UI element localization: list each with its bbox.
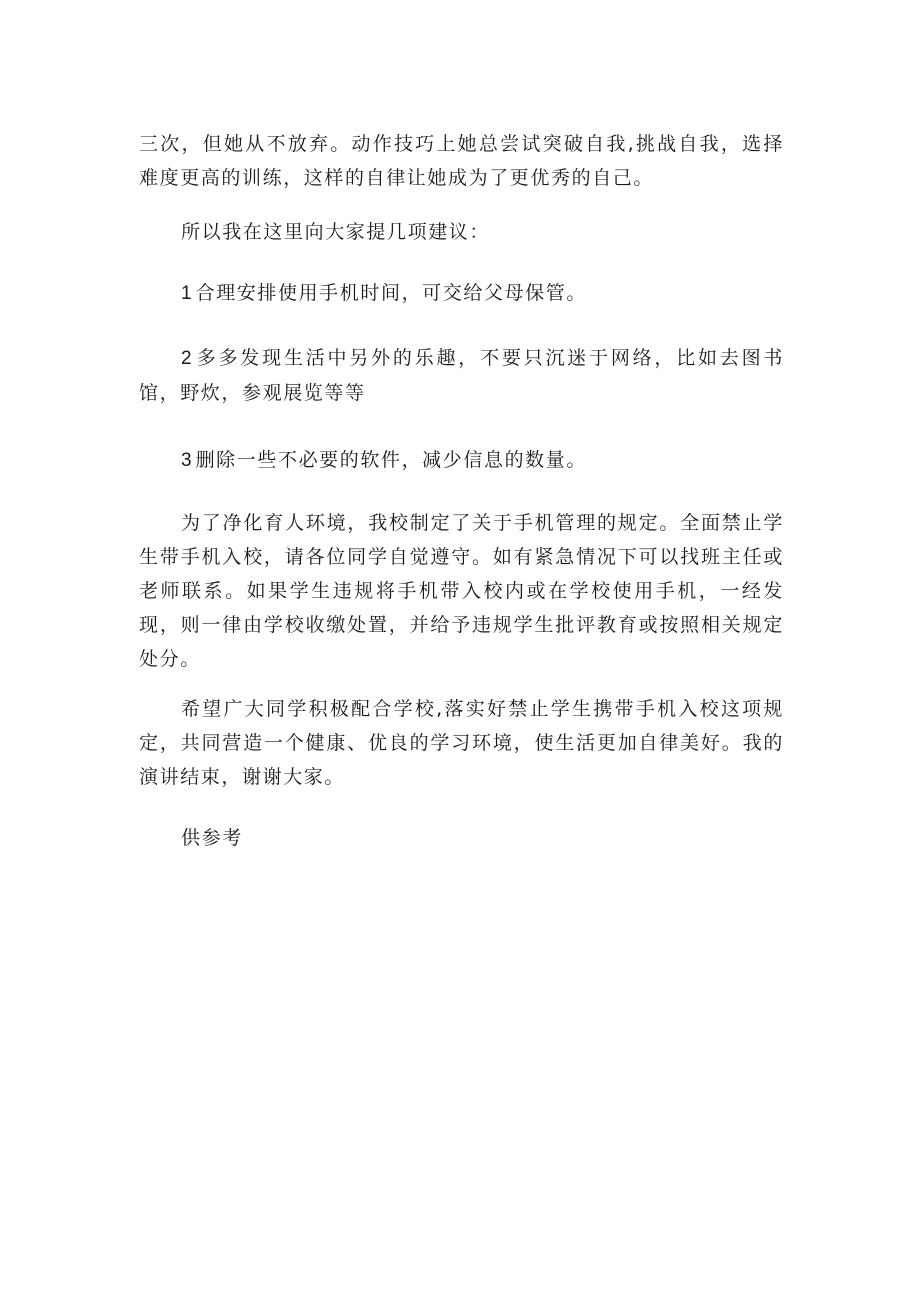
document-body	[139, 127, 784, 855]
suggestion-number: 1	[181, 283, 192, 304]
paragraph-reference-note: 供参考	[181, 827, 243, 849]
paragraph-phone-rules: 为了净化育人环境，我校制定了关于手机管理的规定。全面禁止学生带手机入校，请各位同学自觉遵守。如有紧急情况下可以找班主任或老师联系。如果学生违规将手机带入校内或在学校使用手机，一经发现，则一律由学校收缴处置，并给予违规学生批评教育或按照相关规定处分。	[139, 512, 784, 670]
paragraph-closing: 希望广大同学积极配合学校,落实好禁止学生携带手机入校这项规定，共同营造一个健康、优良的学习环境，使生活更加自律美好。我的演讲结束，谢谢大家。	[139, 698, 784, 788]
suggestion-text: 多多发现生活中另外的乐趣，不要只沉迷于网络，比如去图书馆，野炊，参观展览等等	[139, 347, 784, 404]
suggestion-number: 3	[181, 450, 192, 471]
suggestion-item-3	[139, 443, 784, 478]
suggestion-number: 2	[181, 348, 192, 369]
paragraph-suggestions-intro: 所以我在这里向大家提几项建议：	[181, 221, 491, 243]
suggestion-item-1	[139, 276, 784, 311]
suggestion-text: 删除一些不必要的软件，减少信息的数量。	[195, 449, 587, 471]
suggestion-text: 合理安排使用手机时间，可交给父母保管。	[195, 282, 587, 304]
paragraph-continuation: 三次，但她从不放弃。动作技巧上她总尝试突破自我,挑战自我，选择难度更高的训练，这样的自律让她成为了更优秀的自己。	[139, 133, 784, 189]
suggestion-item-2	[139, 341, 784, 410]
